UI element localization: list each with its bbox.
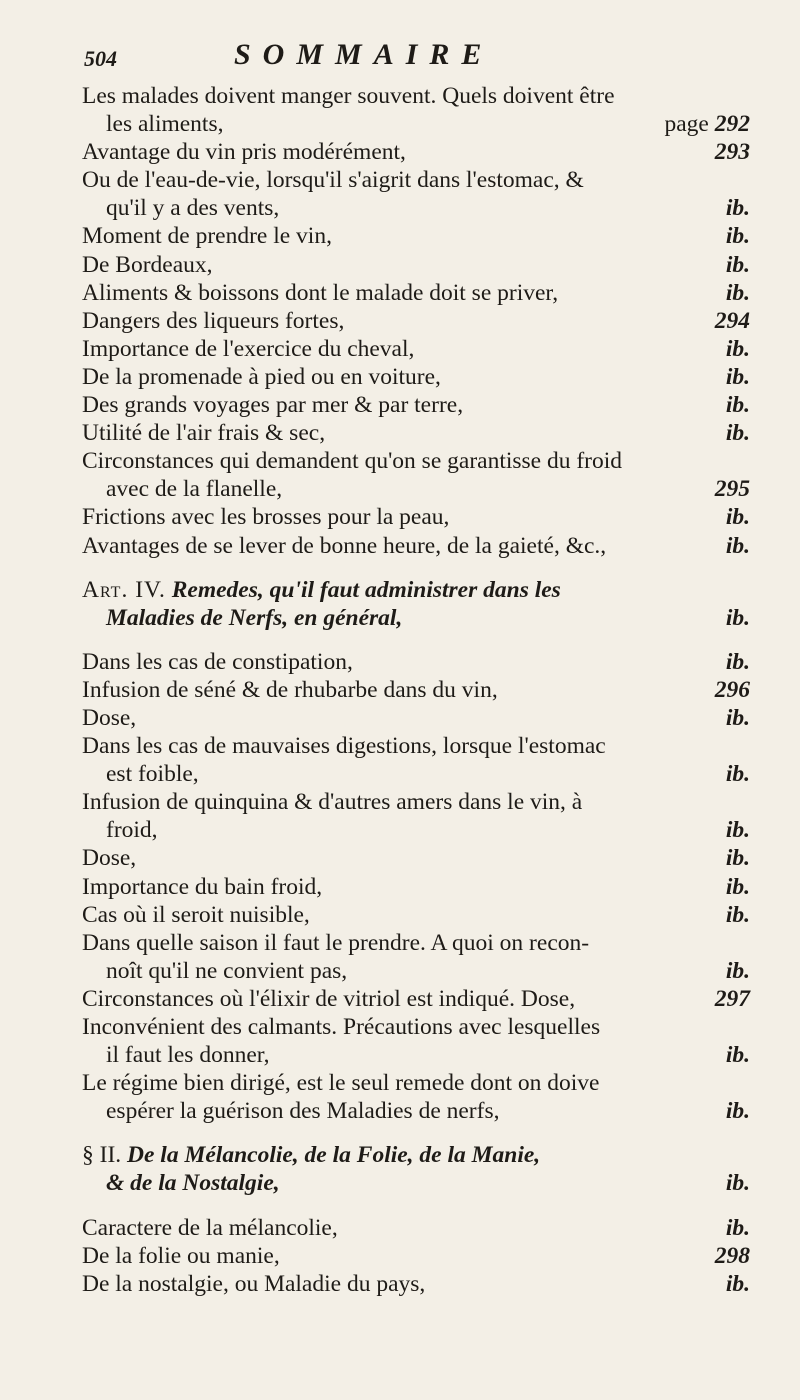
toc-entry xyxy=(82,222,750,250)
entry-page xyxy=(726,419,750,447)
toc-entry xyxy=(82,760,750,788)
entry-page xyxy=(726,873,750,901)
entry-page xyxy=(726,391,750,419)
page-ref: ib. xyxy=(725,873,750,900)
entries-block-1 xyxy=(82,82,750,560)
entry-text: Les malades doivent manger souvent. Quels doivent être xyxy=(82,83,615,109)
entry-text: Importance de l'exercice du cheval, xyxy=(82,335,415,362)
toc-entry xyxy=(82,1214,750,1242)
entry-page xyxy=(726,816,750,844)
entry-text: il faut les donner, xyxy=(106,1042,270,1069)
toc-entry xyxy=(82,166,750,194)
page-ref: 294 xyxy=(714,307,750,334)
entry-text: Dose, xyxy=(82,704,137,731)
entry-text: Dans quelle saison il faut le prendre. A quoi on recon- xyxy=(82,929,590,956)
entry-page xyxy=(715,475,750,503)
toc-entry xyxy=(82,138,750,166)
entry-text: Inconvénient des calmants. Précautions avec lesquelles xyxy=(82,1014,601,1040)
entry-page xyxy=(726,532,750,560)
entry-text: Frictions avec les brosses pour la peau, xyxy=(82,504,450,531)
entry-text: Le régime bien dirigé, est le seul remede dont on doive xyxy=(82,1070,600,1097)
entry-page xyxy=(726,335,750,363)
entry-text: Infusion de séné & de rhubarbe dans du vin, xyxy=(82,676,498,703)
page-ref: 296 xyxy=(714,676,750,703)
article-title-1: Remedes, qu'il faut administrer dans les xyxy=(171,576,561,603)
page-ref: ib. xyxy=(725,195,750,222)
page-ref: ib. xyxy=(725,761,750,788)
entry-text: Aliments & boissons dont le malade doit se priver, xyxy=(82,279,559,306)
page-ref: ib. xyxy=(725,817,750,844)
toc-entry xyxy=(82,335,750,363)
page-header xyxy=(84,38,744,78)
entries-block-3 xyxy=(82,1214,750,1298)
entry-text: Caractere de la mélancolie, xyxy=(82,1214,338,1241)
page-ref: 292 xyxy=(714,111,750,138)
page-ref: ib. xyxy=(725,1098,750,1125)
toc-entry xyxy=(82,901,750,929)
page-ref: ib. xyxy=(725,704,750,731)
toc-entry xyxy=(82,503,750,531)
page-ref: 297 xyxy=(714,985,750,1012)
toc-entry xyxy=(82,1242,750,1270)
entry-page xyxy=(726,1097,750,1125)
section-label: § II. xyxy=(82,1142,122,1169)
running-title: SOMMAIRE xyxy=(234,38,494,71)
page-ref: ib. xyxy=(725,363,750,390)
entry-text: qu'il y a des vents, xyxy=(106,195,280,222)
section-title-1: De la Mélancolie, de la Folie, de la Manie, xyxy=(127,1142,541,1169)
page-prefix: page xyxy=(664,111,715,138)
entry-text: Dans les cas de constipation, xyxy=(82,648,353,675)
entry-text: noît qu'il ne convient pas, xyxy=(106,957,348,984)
toc-entry xyxy=(82,279,750,307)
entry-page xyxy=(726,1214,750,1242)
toc-entry xyxy=(82,788,750,816)
entry-text: avec de la flanelle, xyxy=(106,476,283,503)
entry-text: De la promenade à pied ou en voiture, xyxy=(82,363,441,390)
toc-entry xyxy=(82,475,750,503)
entry-page xyxy=(726,957,750,985)
article-title-2: Maladies de Nerfs, en général, xyxy=(106,604,403,631)
entry-text: Avantages de se lever de bonne heure, de la gaieté, &c., xyxy=(82,532,607,559)
page-ref: ib. xyxy=(725,1270,750,1297)
entry-text: Ou de l'eau-de-vie, lorsqu'il s'aigrit dans l'estomac, & xyxy=(82,167,584,194)
entry-text: Moment de prendre le vin, xyxy=(82,223,332,250)
toc-entry xyxy=(82,873,750,901)
page-ref: ib. xyxy=(725,279,750,306)
page-ref: 295 xyxy=(714,476,750,503)
toc-entry xyxy=(82,110,750,138)
entry-text: Infusion de quinquina & d'autres amers dans le vin, à xyxy=(82,789,583,816)
page-ref: ib. xyxy=(725,901,750,928)
entry-page xyxy=(715,138,750,166)
toc-entry xyxy=(82,816,750,844)
entry-page xyxy=(726,363,750,391)
toc-entry xyxy=(82,1270,750,1298)
section-heading-line-2 xyxy=(82,1169,750,1197)
toc-entry xyxy=(82,447,750,475)
entry-text: Des grands voyages par mer & par terre, xyxy=(82,392,464,419)
page-ref: ib. xyxy=(725,1042,750,1069)
toc-entry xyxy=(82,251,750,279)
entry-text: Dangers des liqueurs fortes, xyxy=(82,307,345,334)
entry-page xyxy=(726,251,750,279)
entry-text: Cas où il seroit nuisible, xyxy=(82,901,310,928)
entry-text: Dans les cas de mauvaises digestions, lorsque l'estomac xyxy=(82,733,606,760)
entry-page xyxy=(715,1242,750,1270)
entry-text: De la folie ou manie, xyxy=(82,1242,280,1269)
section-page: ib. xyxy=(725,1170,750,1197)
entry-page xyxy=(726,704,750,732)
entry-text: Circonstances qui demandent qu'on se garantisse du froid xyxy=(82,448,623,475)
entry-page xyxy=(726,194,750,222)
entry-text: De Bordeaux, xyxy=(82,251,213,278)
entry-page xyxy=(726,1270,750,1298)
entry-page xyxy=(726,222,750,250)
entry-page xyxy=(726,503,750,531)
toc-entry xyxy=(82,1041,750,1069)
page-ref: ib. xyxy=(725,957,750,984)
page-ref: ib. xyxy=(725,532,750,559)
toc-entry xyxy=(82,957,750,985)
toc-entry xyxy=(82,929,750,957)
section-title-2: & de la Nostalgie, xyxy=(106,1170,280,1197)
entry-text: Importance du bain froid, xyxy=(82,873,323,900)
toc-entry xyxy=(82,676,750,704)
entries-block-2 xyxy=(82,648,750,1126)
entry-text: De la nostalgie, ou Maladie du pays, xyxy=(82,1270,426,1297)
toc-entry xyxy=(82,307,750,335)
entry-page xyxy=(726,760,750,788)
toc-entry xyxy=(82,648,750,676)
entry-page xyxy=(726,648,750,676)
page-ref: 298 xyxy=(714,1242,750,1269)
toc-entry xyxy=(82,1069,750,1097)
section-heading-line-1 xyxy=(82,1141,750,1169)
entry-text: froid, xyxy=(106,817,158,844)
toc-entry xyxy=(82,732,750,760)
table-of-contents xyxy=(82,82,750,1298)
page-ref: ib. xyxy=(725,420,750,447)
toc-entry xyxy=(82,391,750,419)
page-ref: ib. xyxy=(725,648,750,675)
entry-page xyxy=(726,279,750,307)
page-ref: 293 xyxy=(714,139,750,166)
page-ref: ib. xyxy=(725,251,750,278)
toc-entry xyxy=(82,419,750,447)
article-label: Art. IV. xyxy=(82,576,166,603)
page-ref: ib. xyxy=(725,845,750,872)
page-number: 504 xyxy=(84,46,117,71)
entry-page xyxy=(726,844,750,872)
entry-text: Circonstances où l'élixir de vitriol est indiqué. Dose, xyxy=(82,985,576,1012)
article-heading-line-2 xyxy=(82,604,750,632)
page-ref: ib. xyxy=(725,392,750,419)
page-ref: ib. xyxy=(725,223,750,250)
page-ref: ib. xyxy=(725,504,750,531)
entry-text: les aliments, xyxy=(106,111,224,138)
entry-text: Utilité de l'air frais & sec, xyxy=(82,420,326,447)
entry-text: est foible, xyxy=(106,761,199,788)
toc-entry xyxy=(82,194,750,222)
toc-entry xyxy=(82,985,750,1013)
entry-page xyxy=(665,110,751,138)
toc-entry xyxy=(82,82,750,110)
entry-page xyxy=(715,676,750,704)
article-page: ib. xyxy=(725,604,750,631)
page-ref: ib. xyxy=(725,1214,750,1241)
entry-page xyxy=(715,985,750,1013)
toc-entry xyxy=(82,1013,750,1041)
toc-entry xyxy=(82,704,750,732)
toc-entry xyxy=(82,1097,750,1125)
entry-text: espérer la guérison des Maladies de nerfs, xyxy=(106,1098,500,1125)
entry-text: Avantage du vin pris modérément, xyxy=(82,139,406,166)
toc-entry xyxy=(82,532,750,560)
page-ref: ib. xyxy=(725,335,750,362)
toc-entry xyxy=(82,844,750,872)
article-heading-line-1 xyxy=(82,576,750,604)
entry-page xyxy=(726,901,750,929)
entry-page xyxy=(726,1041,750,1069)
entry-page xyxy=(715,307,750,335)
toc-entry xyxy=(82,363,750,391)
entry-text: Dose, xyxy=(82,845,137,872)
